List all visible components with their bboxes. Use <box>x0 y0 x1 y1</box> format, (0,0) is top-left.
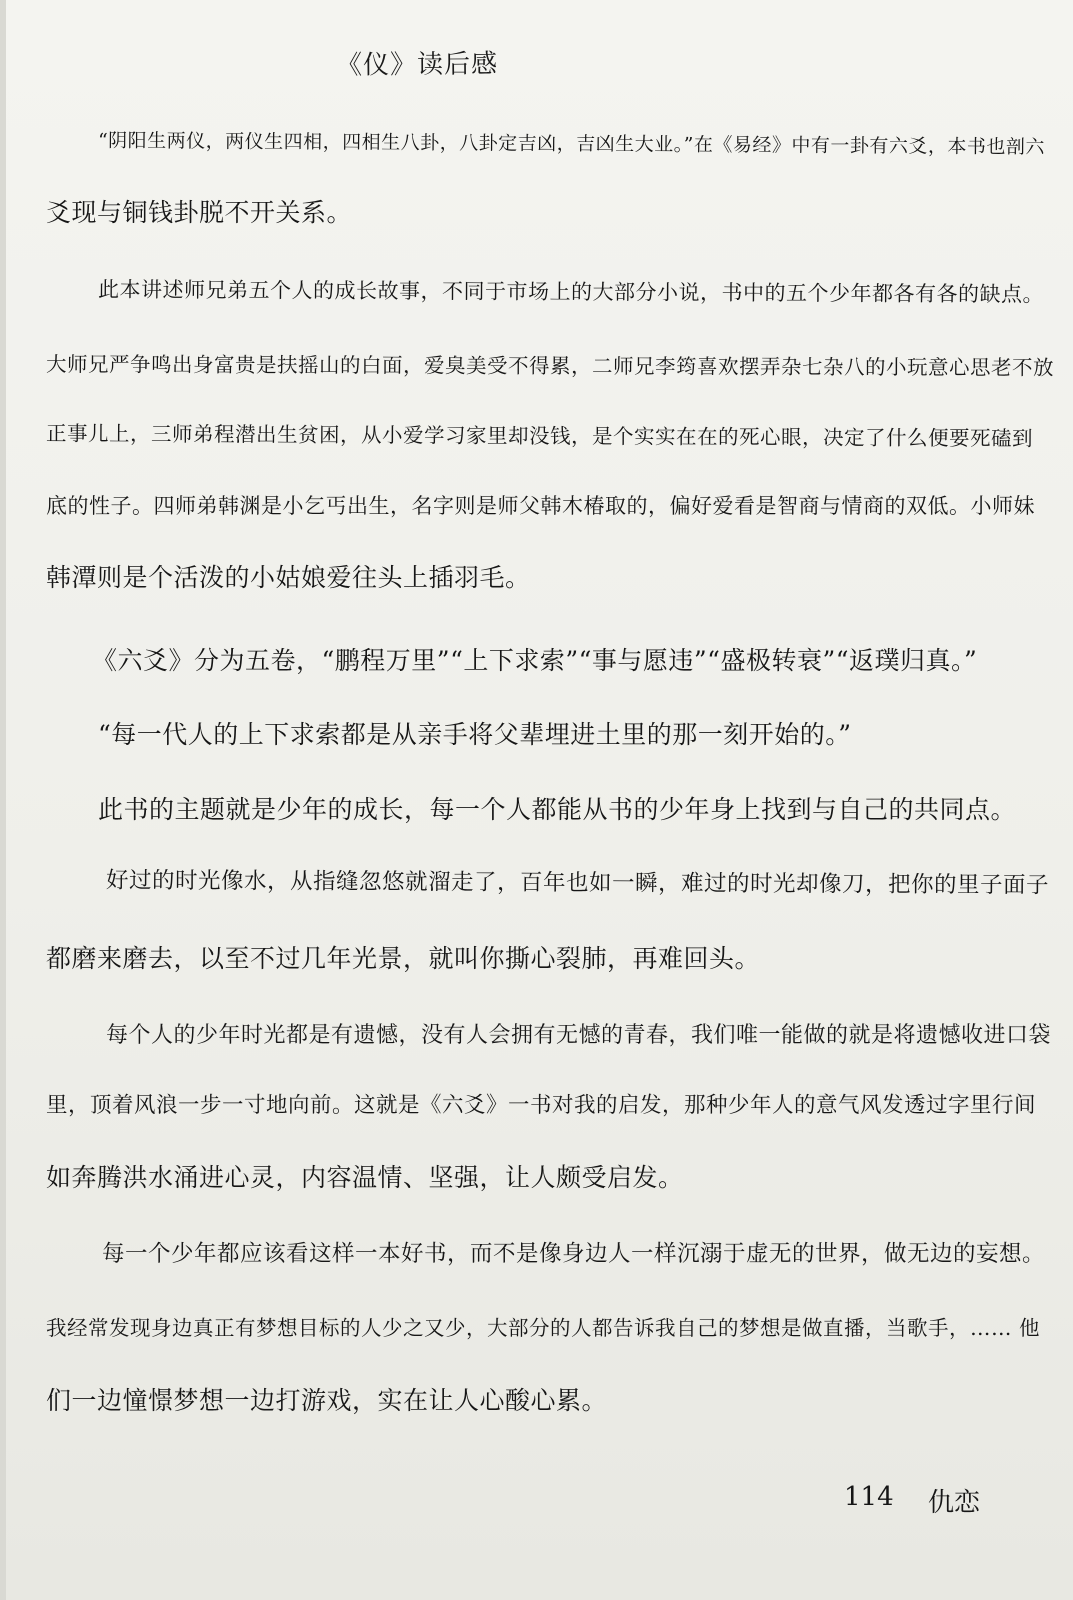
essay-line-4: 大师兄严争鸣出身富贵是扶摇山的白面，爱臭美受不得累，二师兄李筠喜欢摆弄杂七杂八的小玩意心思老不放 <box>45 352 1055 380</box>
essay-line-9: “每一代人的上下求索都是从亲手将父辈埋进土里的那一刻开始的。” <box>98 720 852 749</box>
essay-line-11: 好过的时光像水，从指缝忽悠就溜走了，百年也如一瞬，难过的时光却像刀，把你的里子面子 <box>105 867 1050 899</box>
essay-line-1: “阴阳生两仪，两仪生四相，四相生八卦，八卦定吉凶，吉凶生大业。”在《易经》中有一卦有六爻，本书也剖六 <box>97 129 1046 159</box>
essay-line-10: 此书的主题就是少年的成长，每一个人都能从书的少年身上找到与自己的共同点。 <box>98 795 1017 824</box>
essay-line-5: 正事儿上，三师弟程潜出生贫困，从小爱学习家里却没钱，是个实实在在的死心眼，决定了什么便要死磕到 <box>45 421 1034 451</box>
essay-line-18: 们一边憧憬梦想一边打游戏，实在让人心酸心累。 <box>46 1386 608 1415</box>
essay-line-2: 爻现与铜钱卦脱不开关系。 <box>46 198 353 227</box>
essay-line-16: 每一个少年都应该看这样一本好书，而不是像身边人一样沉溺于虚无的世界，做无边的妄想。 <box>102 1241 1046 1267</box>
signature-class-number: 114 <box>844 1482 894 1512</box>
essay-line-17: 我经常发现身边真正有梦想目标的人少之又少，大部分的人都告诉我自己的梦想是做直播，当歌手，…… 他 <box>46 1316 1041 1340</box>
essay-line-8: 《六爻》分为五卷，“鹏程万里”“上下求索”“事与愿违”“盛极转衰”“返璞归真。” <box>92 646 978 675</box>
essay-line-7: 韩潭则是个活泼的小姑娘爱往头上插羽毛。 <box>46 563 531 592</box>
signature-author-name: 仇恋 <box>928 1488 981 1518</box>
essay-line-15: 如奔腾洪水涌进心灵，内容温情、坚强，让人颇受启发。 <box>46 1163 684 1192</box>
essay-line-14: 里，顶着风浪一步一寸地向前。这就是《六爻》一书对我的启发，那种少年人的意气风发透过字里行间 <box>46 1093 1037 1118</box>
essay-line-12: 都磨来磨去，以至不过几年光景，就叫你撕心裂肺，再难回头。 <box>46 944 761 973</box>
essay-line-13: 每个人的少年时光都是有遗憾，没有人会拥有无憾的青春，我们唯一能做的就是将遗憾收进口袋 <box>106 1023 1052 1048</box>
essay-line-3: 此本讲述师兄弟五个人的成长故事，不同于市场上的大部分小说，书中的五个少年都各有各的缺点。 <box>97 277 1045 307</box>
essay-line-6: 底的性子。四师弟韩渊是小乞丐出生，名字则是师父韩木椿取的，偏好爱看是智商与情商的双低。小师妹 <box>46 494 1035 518</box>
essay-title: 《仪》读后感 <box>335 49 499 81</box>
